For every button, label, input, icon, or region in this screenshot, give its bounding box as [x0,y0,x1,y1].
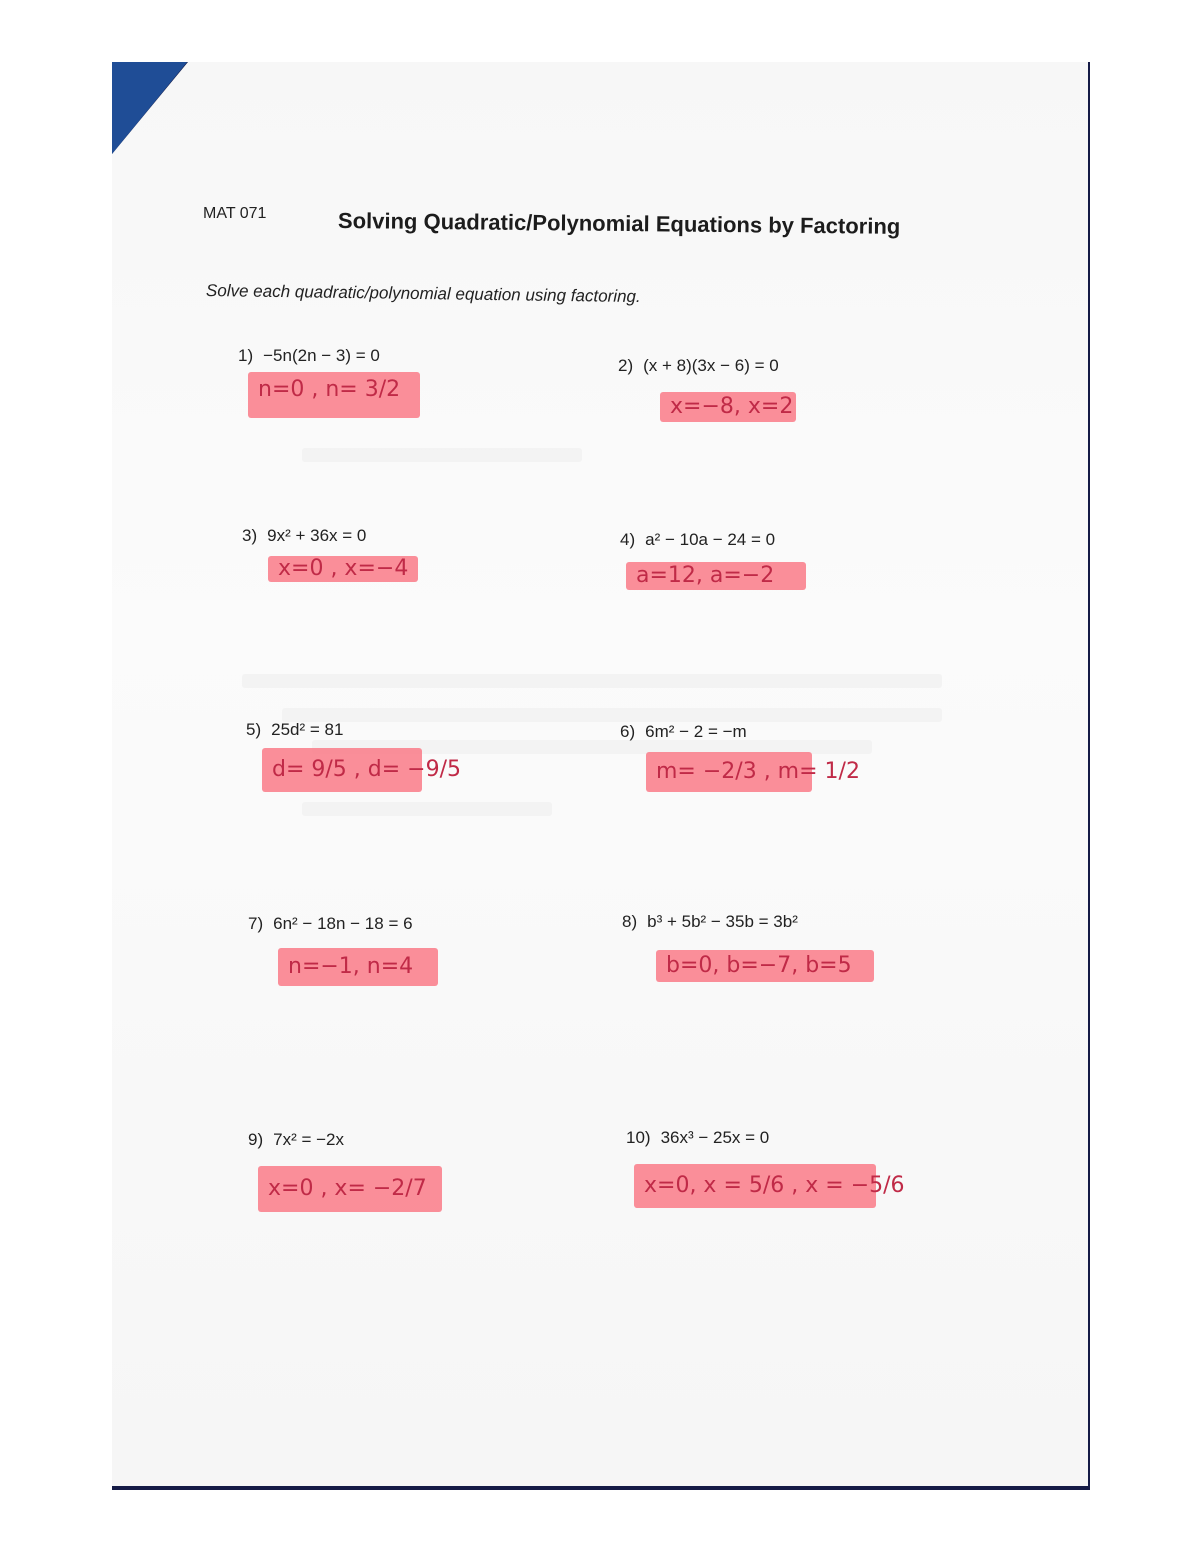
problem-equation: 25d² = 81 [271,720,344,739]
answer-7: n=−1, n=4 [278,948,438,986]
bleed-through-mark [282,708,942,722]
worksheet-title: Solving Quadratic/Polynomial Equations by Factoring [337,208,901,239]
problem-2 [618,356,779,376]
problem-equation: 9x² + 36x = 0 [267,526,367,545]
problem-8 [622,912,798,932]
bleed-through-mark [242,674,942,688]
problem-number: 8) [622,912,638,931]
problem-1 [238,346,380,366]
answer-1: n=0 , n= 3/2 [248,372,420,418]
problem-equation: 6n² − 18n − 18 = 6 [273,914,413,933]
answer-5: d= 9/5 , d= −9/5 [262,748,422,792]
problem-9 [248,1130,344,1150]
problem-equation: 36x³ − 25x = 0 [660,1128,770,1147]
problem-equation: 6m² − 2 = −m [645,722,747,741]
worksheet-page [112,62,1088,1486]
problem-equation: −5n(2n − 3) = 0 [263,346,380,365]
problem-number: 7) [248,914,264,933]
problem-equation: b³ + 5b² − 35b = 3b² [647,912,798,931]
problem-number: 3) [242,526,258,545]
bleed-through-mark [302,448,582,462]
answer-9: x=0 , x= −2/7 [258,1166,442,1212]
problem-number: 9) [248,1130,264,1149]
problem-equation: a² − 10a − 24 = 0 [645,530,776,549]
answer-8: b=0, b=−7, b=5 [656,950,874,982]
instructions: Solve each quadratic/polynomial equation using factoring. [205,281,641,307]
problem-7 [248,914,413,934]
answer-10: x=0, x = 5/6 , x = −5/6 [634,1164,876,1208]
problem-number: 6) [620,722,636,741]
problem-number: 2) [618,356,634,375]
problem-3 [242,526,366,546]
problem-equation: (x + 8)(3x − 6) = 0 [643,356,779,375]
problem-number: 4) [620,530,636,549]
bleed-through-mark [302,802,552,816]
problem-number: 5) [246,720,262,739]
problem-5 [246,720,343,740]
problem-number: 1) [238,346,254,365]
answer-4: a=12, a=−2 [626,562,806,590]
course-code: MAT 071 [203,205,267,222]
answer-6: m= −2/3 , m= 1/2 [646,752,812,792]
problem-equation: 7x² = −2x [273,1130,344,1149]
problem-10 [626,1128,769,1148]
problem-number: 10) [626,1128,651,1147]
problem-4 [620,530,775,550]
problem-6 [620,722,747,742]
answer-3: x=0 , x=−4 [268,556,418,582]
answer-2: x=−8, x=2 [660,392,796,422]
